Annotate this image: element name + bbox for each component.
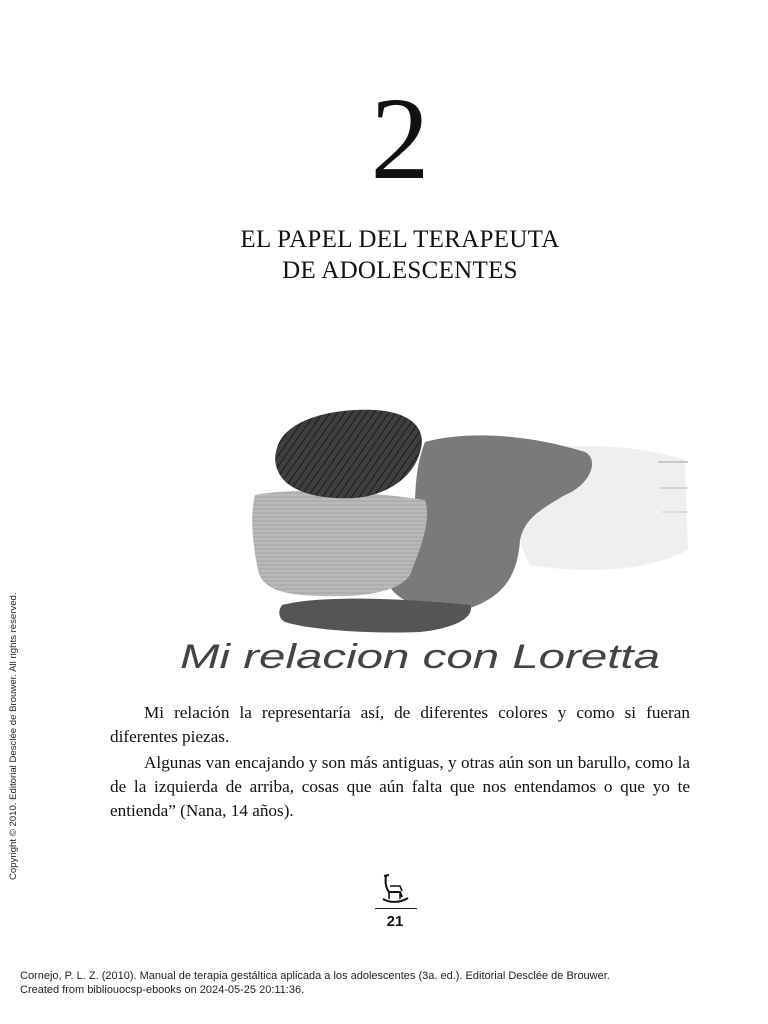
dark-bottom-piece: [279, 599, 471, 633]
crayon-drawing: [170, 400, 690, 690]
drawing-caption: Mi relacion con Loretta: [180, 638, 660, 676]
side-copyright-notice: Copyright © 2010. Editorial Desclée de Brouwer. All rights reserved.: [8, 592, 19, 880]
chapter-title-line-2: DE ADOLESCENTES: [282, 257, 518, 284]
dark-scribble-piece: [275, 410, 422, 499]
rocking-chair-icon: [380, 872, 410, 904]
body-paragraph-1: Mi relación la representaría así, de diferentes colores y como si fueran diferentes piezas.: [110, 703, 690, 746]
page-number-rule: [375, 908, 417, 909]
citation-line-1: Cornejo, P. L. Z. (2010). Manual de terapia gestáltica aplicada a los adolescentes (3a. ed.). Editorial Desclée de Brouwer.: [20, 970, 610, 982]
citation: [20, 969, 610, 997]
chapter-title: [0, 224, 768, 286]
crayon-drawing-svg: [170, 400, 690, 690]
page-number: 21: [386, 913, 404, 930]
body-paragraph-2: Algunas van encajando y son más antiguas, y otras aún son un barullo, como la de la izquierda de arriba, cosas que aún falta que nos entendamos o que yo te entienda” (Nana, 14 años).: [110, 753, 690, 820]
chapter-number: 2: [370, 73, 430, 204]
chapter-title-line-1: EL PAPEL DEL TERAPEUTA: [240, 226, 560, 253]
light-gray-left-piece: [252, 491, 427, 596]
rocking-chair-icon-svg: [380, 872, 410, 904]
citation-line-2: Created from bibliouocsp-ebooks on 2024-05-25 20:11:36.: [20, 984, 305, 996]
body-text: [110, 701, 690, 825]
